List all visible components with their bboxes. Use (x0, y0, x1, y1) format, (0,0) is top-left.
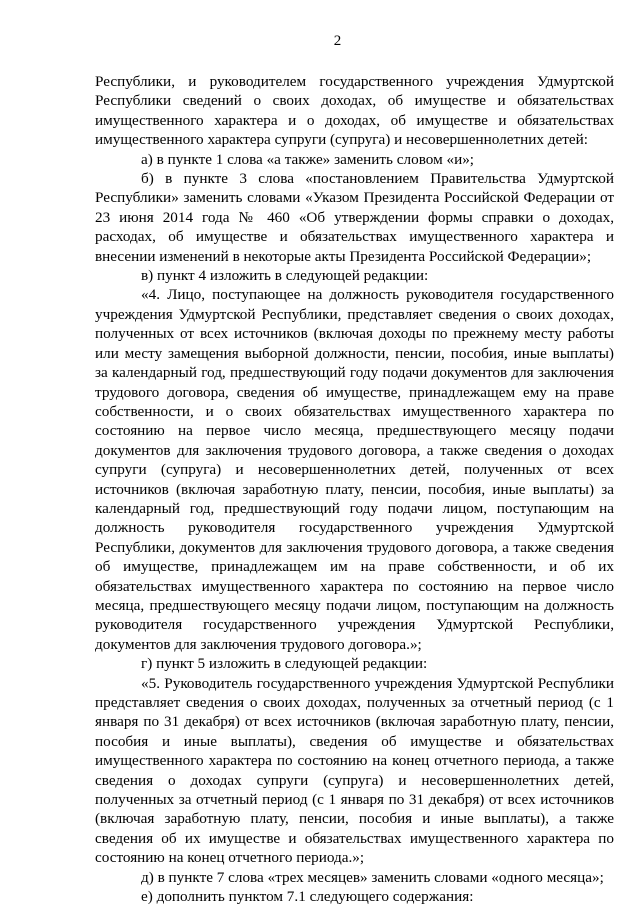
paragraph-item-d: д) в пункте 7 слова «трех месяцев» заменить словами «одного месяца»; (141, 868, 604, 886)
paragraph-item-b: б) в пункте 3 слова «постановлением Правительства Удмуртской Республики» заменить словами «Указом Президента Российской Федерации от 23 июня 2014 года № 460 «Об утверждении формы справки о доходах, расходах, об имуществе и обязательствах имущественного характера и внесении изменений в некоторые акты Президента Российской Федерации»; (95, 170, 614, 265)
paragraph-clause-5: «5. Руководитель государственного учреждения Удмуртской Республики представляет сведения о своих доходах, полученных за отчетный период (с 1 января по 31 декабря) от всех источников (включая заработную плату, пенсии, пособия и иные выплаты), сведения об имуществе и обязательствах имущественного характера по состоянию на конец отчетного периода, а также сведения о доходах супруги (супруга) и несовершеннолетних детей, полученных за отчетный период (с 1 января по 31 декабря) от всех источников (включая заработную плату, пенсии, пособия и иные выплаты), а также сведения об их имуществе и обязательствах имущественного характера по состоянию на конец отчетного периода.»; (95, 674, 614, 867)
page-number: 2 (333, 33, 342, 49)
paragraph-clause-4: «4. Лицо, поступающее на должность руководителя государственного учреждения Удмуртской Республики, представляет сведения о своих доходах, полученных от всех источников (включая доходы по прежнему месту работы или месту замещения выборной должности, пенсии, пособия, иные выплаты) за календарный год, предшествующий году подачи документов для заключения трудового договора, сведения об имуществе, принадлежащем ему на праве собственности, и о своих обязательствах имущественного характера по состоянию на первое число месяца, предшествующего месяцу подачи документов для заключения трудового договора, а также сведения о доходах супруги (супруга) и несовершеннолетних детей, полученных от всех источников (включая заработную плату, пенсии, пособия, иные выплаты) за календарный год, предшествующий году подачи лицом, поступающим на должность руководителя государственного учреждения Удмуртской Республики, документов для заключения трудового договора, а также сведения об имуществе, принадлежащем им на праве собственности, и об их обязательствах имущественного характера по состоянию на первое число месяца, предшествующего месяцу подачи лицом, поступающим на должность руководителя государственного учреждения Удмуртской Республики, документов для заключения трудового договора.»; (95, 286, 614, 653)
paragraph-item-e: е) дополнить пунктом 7.1 следующего содержания: (141, 888, 474, 906)
paragraph-item-g: г) пункт 5 изложить в следующей редакции: (141, 655, 428, 673)
document-body (95, 72, 614, 906)
paragraph-item-a: а) в пункте 1 слова «а также» заменить словом «и»; (141, 150, 475, 168)
paragraph-continuation: Республики, и руководителем государственного учреждения Удмуртской Республики сведений о своих доходах, об имуществе и обязательствах имущественного характера и о доходах, об имуществе и обязательствах имущественного характера супруги (супруга) и несовершеннолетних детей: (95, 73, 614, 149)
paragraph-item-v: в) пункт 4 изложить в следующей редакции: (141, 267, 429, 285)
